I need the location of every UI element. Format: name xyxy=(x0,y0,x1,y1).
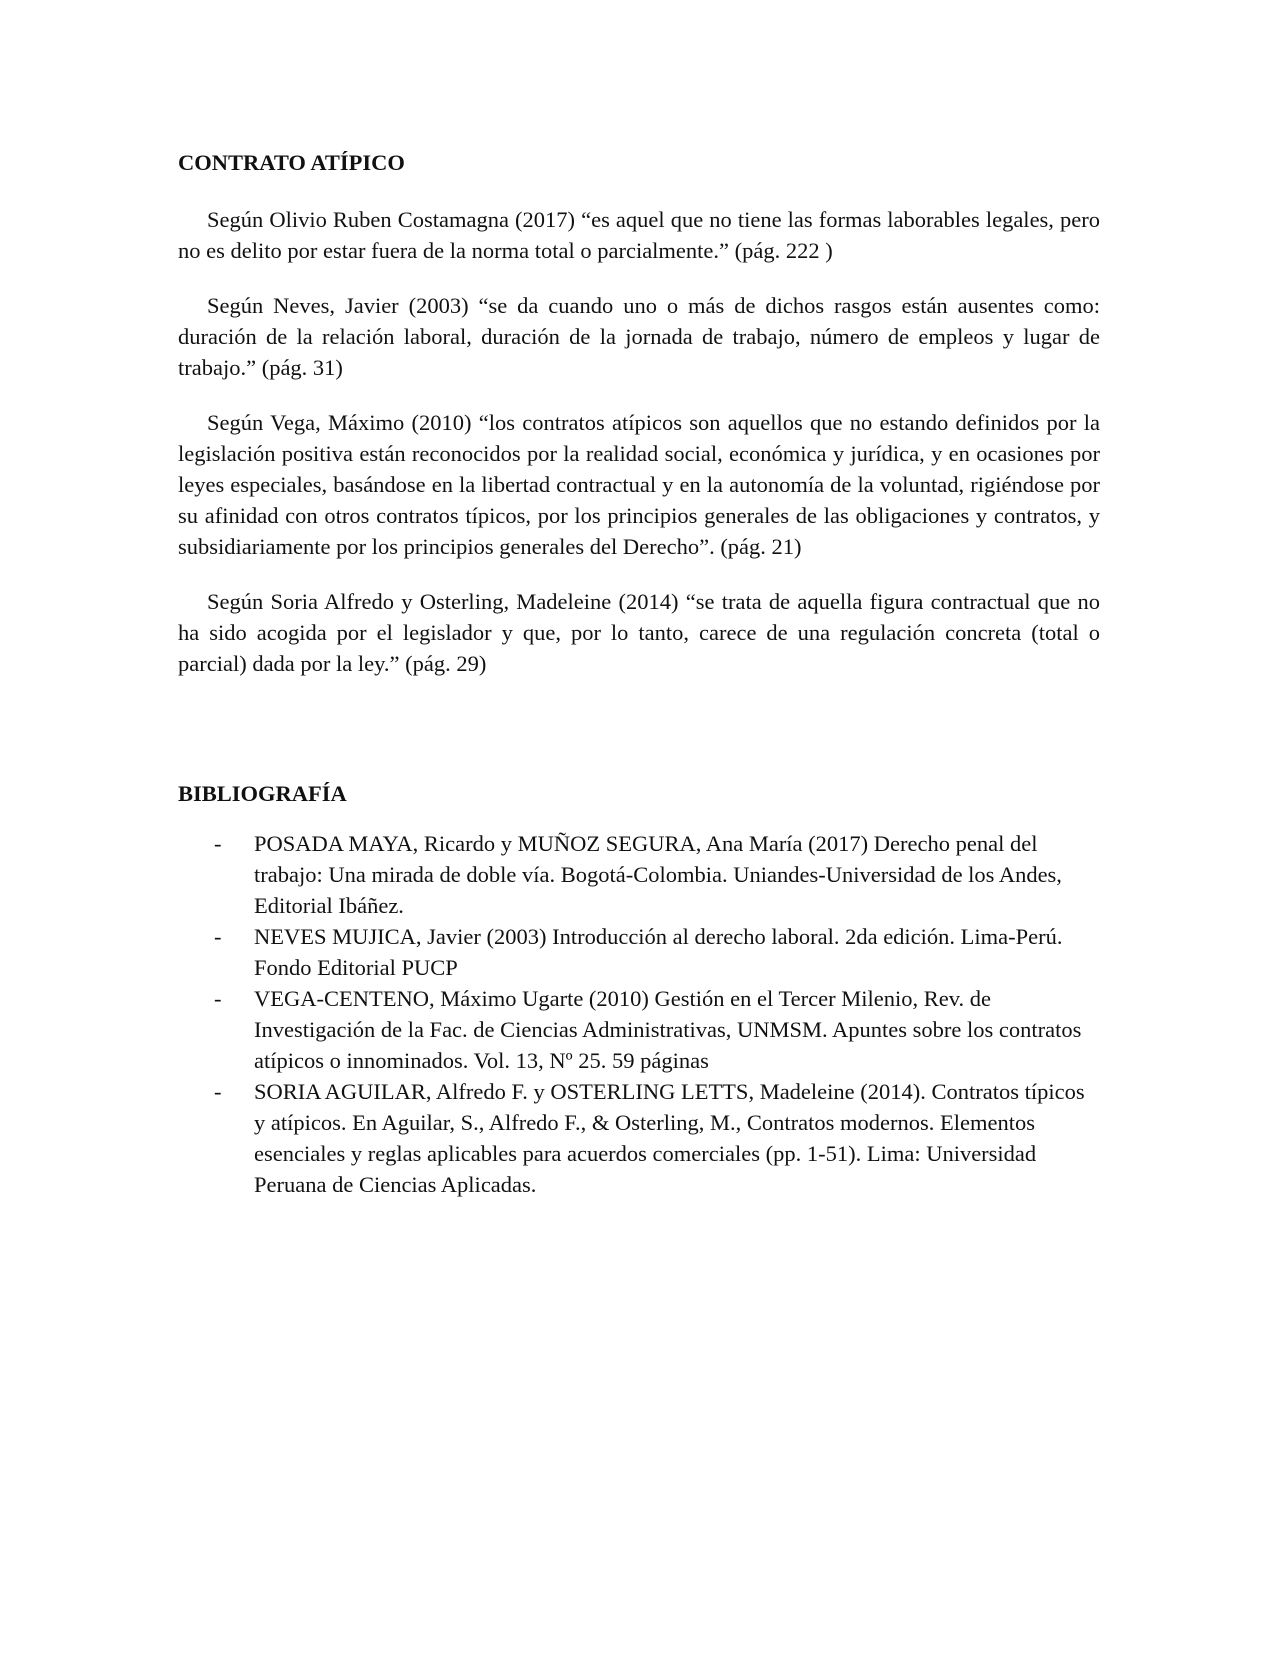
bullet-dash: - xyxy=(214,831,222,856)
document-page xyxy=(178,0,1100,1656)
bibliography-list xyxy=(178,828,1100,1200)
bullet-dash: - xyxy=(214,924,222,949)
bibliography-entry xyxy=(178,1076,1100,1200)
bibliography-entry-text: SORIA AGUILAR, Alfredo F. y OSTERLING LETTS, Madeleine (2014). Contratos típicos y atípicos. En Aguilar, S., Alfredo F., & Osterling, M., Contratos modernos. Elementos esenciales y reglas aplicables para acuerdos comerciales (pp. 1-51). Lima: Universidad Peruana de Ciencias Aplicadas. xyxy=(254,1079,1085,1197)
bibliography-entry-text: NEVES MUJICA, Javier (2003) Introducción al derecho laboral. 2da edición. Lima-Perú. Fondo Editorial PUCP xyxy=(254,924,1063,980)
paragraph: Según Soria Alfredo y Osterling, Madeleine (2014) “se trata de aquella figura contractual que no ha sido acogida por el legislador y que, por lo tanto, carece de una regulación concreta (total o parcial) dada por la ley.” (pág. 29) xyxy=(178,589,1100,676)
bibliography-entry xyxy=(178,983,1100,1076)
bibliography-entry xyxy=(178,828,1100,921)
paragraph: Según Vega, Máximo (2010) “los contratos atípicos son aquellos que no estando definidos por la legislación positiva están reconocidos por la realidad social, económica y jurídica, y en ocasiones por leyes especiales, basándose en la libertad contractual y en la autonomía de la voluntad, rigiéndose por su afinidad con otros contratos típicos, por los principios generales de las obligaciones y contratos, y subsidiariamente por los principios generales del Derecho”. (pág. 21) xyxy=(178,410,1100,559)
paragraph: Según Olivio Ruben Costamagna (2017) “es aquel que no tiene las formas laborables legales, pero no es delito por estar fuera de la norma total o parcialmente.” (pág. 222 ) xyxy=(178,207,1100,263)
bibliography-entry xyxy=(178,921,1100,983)
bibliography-entry-text: POSADA MAYA, Ricardo y MUÑOZ SEGURA, Ana María (2017) Derecho penal del trabajo: Una mirada de doble vía. Bogotá-Colombia. Uniandes-Universidad de los Andes, Editorial Ibáñez. xyxy=(254,831,1062,918)
bibliography-entry-text: VEGA-CENTENO, Máximo Ugarte (2010) Gestión en el Tercer Milenio, Rev. de Investigación de la Fac. de Ciencias Administrativas, UNMSM. Apuntes sobre los contratos atípicos o innominados. Vol. 13, Nº 25. 59 páginas xyxy=(254,986,1082,1073)
section-title-contrato-atipico: CONTRATO ATÍPICO xyxy=(178,150,405,175)
contrato-atipico-body xyxy=(178,204,1100,703)
bullet-dash: - xyxy=(214,1079,222,1104)
section-title-bibliografia: BIBLIOGRAFÍA xyxy=(178,781,347,806)
paragraph: Según Neves, Javier (2003) “se da cuando uno o más de dichos rasgos están ausentes como: duración de la relación laboral, duración de la jornada de trabajo, número de empleos y lugar de trabajo.” (pág. 31) xyxy=(178,293,1100,380)
bullet-dash: - xyxy=(214,986,222,1011)
